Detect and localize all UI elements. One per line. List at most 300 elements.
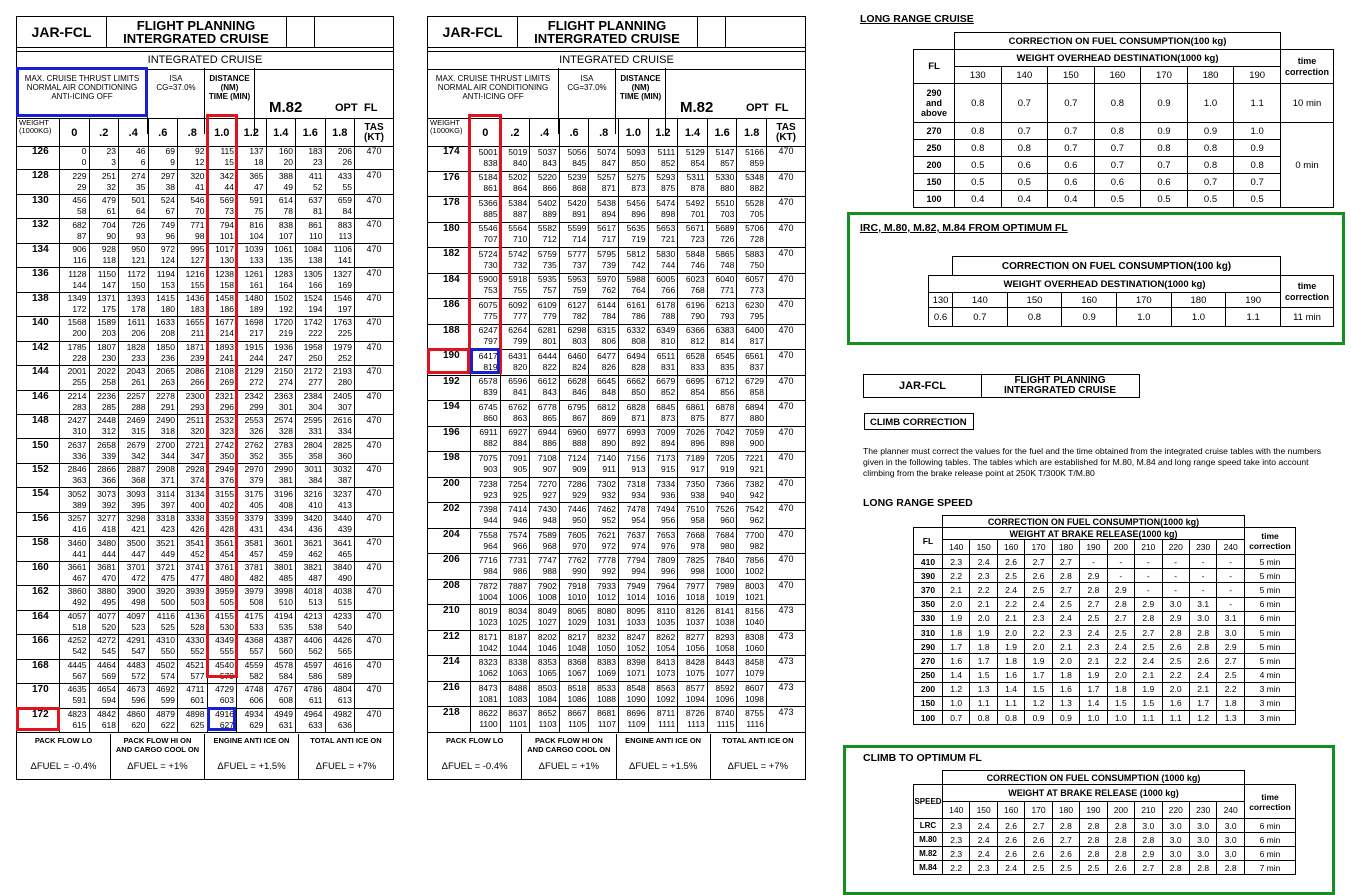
table-cell: 1.0 <box>1187 84 1234 123</box>
flight-level: 140 <box>17 316 60 340</box>
time-value: 837 <box>749 361 764 372</box>
time-value: 47 <box>254 181 264 192</box>
distance-time-cell <box>589 604 619 630</box>
weight-column-header: .8 <box>589 119 619 146</box>
footer-label: ENGINE ANTI ICE ON <box>213 736 290 745</box>
distance-time-cell <box>737 502 767 528</box>
table-cell: 140 <box>943 540 970 555</box>
table-cell: 180 <box>1171 293 1226 308</box>
time-value: 900 <box>749 438 764 449</box>
table-cell: 1.7 <box>1189 696 1216 710</box>
footer-correction-cell <box>205 734 299 779</box>
time-value: 480 <box>219 573 234 583</box>
distance-value: 6528 <box>685 350 705 361</box>
distance-value: 3840 <box>333 562 352 572</box>
distance-time-cell <box>267 194 297 218</box>
tas-value: 470 <box>366 488 382 499</box>
distance-value: 7221 <box>745 453 764 463</box>
distance-value: 7382 <box>745 478 764 489</box>
distance-value: 5111 <box>657 146 676 157</box>
distance-time-cell <box>208 365 238 389</box>
table-cell <box>914 140 955 157</box>
distance-value: 411 <box>308 170 323 181</box>
fl-value: 290 <box>926 88 942 98</box>
distance-value: 2001 <box>67 366 87 377</box>
table-cell: 1.2 <box>1025 696 1052 710</box>
distance-value: 3561 <box>215 537 234 548</box>
flight-level: 180 <box>428 222 471 248</box>
distance-time-cell <box>560 222 590 248</box>
distance-value: 2949 <box>215 464 234 475</box>
distance-value: 682 <box>72 219 87 230</box>
time-value: 96 <box>165 230 175 241</box>
panel-title <box>106 17 287 47</box>
distance-time-cell <box>149 267 179 291</box>
distance-value: 7778 <box>597 555 616 566</box>
time-value: 70 <box>195 206 205 217</box>
time-value: 35 <box>136 181 146 192</box>
time-value: 625 <box>190 719 205 730</box>
time-value: 261 <box>131 377 146 388</box>
table-cell: 0.9 <box>1187 123 1234 140</box>
distance-value: 6460 <box>567 350 587 361</box>
table-cell: 3 min <box>1245 682 1296 696</box>
table-cell: 0.9 <box>1062 308 1117 327</box>
table-cell: 0.7 <box>1234 174 1281 191</box>
time-value: 954 <box>631 515 646 526</box>
table-cell: 5 min <box>1245 625 1296 639</box>
distance-value: 8247 <box>626 631 646 642</box>
distance-value: 4964 <box>303 708 323 719</box>
table-cell: 250 <box>914 668 943 682</box>
distance-time-cell <box>471 375 501 401</box>
distance-value: 3032 <box>333 464 352 475</box>
tas-value: 470 <box>778 146 794 156</box>
time-value: 1027 <box>537 617 557 628</box>
time-value: 978 <box>690 540 705 551</box>
distance-time-cell <box>237 292 267 316</box>
distance-value: 4949 <box>274 708 293 719</box>
table-row <box>17 659 393 684</box>
distance-value: 5689 <box>715 223 735 234</box>
time-value: 873 <box>631 183 646 194</box>
distance-time-cell <box>326 683 356 707</box>
distance-value: 4291 <box>126 635 146 646</box>
distance-value: 4673 <box>126 684 146 695</box>
tas-header <box>767 119 805 146</box>
table-row <box>914 819 1296 833</box>
table-cell: 2.1 <box>1135 668 1162 682</box>
table-cell: 2.4 <box>1080 625 1107 639</box>
distance-value: 6993 <box>626 427 646 438</box>
table-cell: FL <box>914 50 955 84</box>
time-value: 911 <box>602 464 616 474</box>
table-cell: 2.5 <box>1025 861 1052 875</box>
distance-value: 7238 <box>478 478 498 489</box>
flight-level: 142 <box>17 341 60 365</box>
distance-value: 5456 <box>626 197 646 208</box>
distance-value: 8202 <box>537 631 557 642</box>
distance-time-cell <box>471 528 501 554</box>
time-value: 155 <box>190 279 205 290</box>
table-cell: 220 <box>1162 540 1189 555</box>
time-value: 418 <box>101 524 116 535</box>
time-value: 631 <box>278 719 293 730</box>
time-value: 629 <box>249 719 264 730</box>
flight-level: 158 <box>17 536 60 560</box>
distance-time-cell <box>589 426 619 452</box>
panel-header <box>428 17 805 48</box>
table-cell: 310 <box>914 625 943 639</box>
table-cell: 2.8 <box>1080 819 1107 833</box>
table-cell: 0.5 <box>1141 191 1188 208</box>
distance-value: 4635 <box>67 684 87 695</box>
distance-value: 7494 <box>656 504 676 515</box>
distance-time-cell <box>619 273 649 299</box>
distance-value: 546 <box>190 195 205 206</box>
table-cell: 2.8 <box>1217 861 1245 875</box>
distance-time-cell <box>678 196 708 222</box>
time-value: 768 <box>690 285 705 296</box>
time-value: 366 <box>101 475 116 486</box>
table-cell: 1.2 <box>943 682 970 696</box>
table-cell: 390 <box>914 569 943 583</box>
time-value: 98 <box>195 230 205 241</box>
time-value: 547 <box>131 646 146 657</box>
table-cell: 2.0 <box>970 611 997 625</box>
time-value: 627 <box>219 719 234 730</box>
table-cell: 2.4 <box>970 833 997 847</box>
table-cell: 3.0 <box>1162 597 1189 611</box>
distance-value: 8019 <box>478 606 498 617</box>
distance-time-cell <box>589 553 619 579</box>
distance-value: 5438 <box>597 197 616 208</box>
time-value: 929 <box>572 489 587 500</box>
distance-value: 4136 <box>185 610 205 621</box>
time-header-line: correction <box>1249 541 1291 551</box>
time-value: 183 <box>190 303 205 314</box>
time-value: 1073 <box>656 668 676 679</box>
tas-value: 473 <box>778 707 794 718</box>
distance-time-cell <box>296 218 326 242</box>
distance-value: 2574 <box>274 415 293 426</box>
time-value: 884 <box>513 438 528 449</box>
distance-time-cell <box>296 610 326 634</box>
time-value: 903 <box>483 464 498 474</box>
flight-level: 212 <box>428 630 471 656</box>
distance-value: 3440 <box>333 513 352 524</box>
time-value: 611 <box>308 695 323 706</box>
distance-value: 8232 <box>597 631 616 642</box>
tas-value: 470 <box>778 528 794 539</box>
time-value: 773 <box>749 285 764 296</box>
distance-value: 8711 <box>656 708 676 719</box>
table-cell: 2.8 <box>1162 625 1189 639</box>
table-cell: 2.2 <box>943 861 970 875</box>
distance-time-cell <box>237 463 267 487</box>
distance-time-cell <box>619 145 649 171</box>
distance-value: 7205 <box>715 453 735 463</box>
table-cell: 0 min <box>1281 123 1334 208</box>
table-cell: 1.7 <box>943 640 970 654</box>
table-cell: 2.2 <box>1162 668 1189 682</box>
time-value: 1058 <box>715 642 735 653</box>
distance-time-cell <box>471 477 501 503</box>
table-cell: 0.4 <box>955 191 1002 208</box>
distance-value: 1568 <box>67 317 87 328</box>
time-value: 274 <box>278 377 293 388</box>
distance-value: 5900 <box>478 274 498 285</box>
distance-time-cell <box>649 630 679 656</box>
distance-value: 7270 <box>537 478 557 489</box>
table-cell: - <box>1217 555 1245 569</box>
distance-time-cell <box>90 634 120 658</box>
distance-time-cell <box>237 414 267 438</box>
distance-value: 6828 <box>626 401 646 412</box>
distance-time-cell <box>149 585 179 609</box>
time-value: 280 <box>337 377 352 388</box>
distance-time-cell <box>296 512 326 536</box>
tas-value: 470 <box>366 268 382 279</box>
table-cell: - <box>1107 555 1134 569</box>
distance-time-cell <box>178 341 208 365</box>
distance-time-cell <box>208 267 238 291</box>
time-value: 984 <box>483 566 498 577</box>
weight-column-header: .2 <box>90 119 120 146</box>
table-cell: 3.0 <box>1162 847 1189 861</box>
table-cell: 2.4 <box>997 583 1024 597</box>
lrc-heading: LONG RANGE CRUISE <box>860 13 974 25</box>
distance-value: 6092 <box>508 299 528 310</box>
distance-time-cell <box>530 375 560 401</box>
distance-value: 771 <box>190 219 205 230</box>
time-value: 52 <box>313 181 323 192</box>
distance-time-cell <box>60 561 90 585</box>
tas-value: 473 <box>778 605 794 616</box>
table-cell: 190 <box>1234 67 1281 84</box>
title-side-cell <box>725 17 726 47</box>
distance-value: 1871 <box>185 341 205 352</box>
time-value: 927 <box>542 489 557 500</box>
distance-value: 5918 <box>508 274 528 285</box>
distance-value: 2405 <box>333 390 352 401</box>
time-value: 838 <box>483 157 498 168</box>
table-cell: 3.0 <box>1189 611 1216 625</box>
distance-time-cell <box>560 528 590 554</box>
time-value: 574 <box>160 670 175 681</box>
distance-value: 4748 <box>244 684 264 695</box>
distance-time-cell <box>471 706 501 732</box>
flight-level: 156 <box>17 512 60 536</box>
time-value: 252 <box>337 352 352 363</box>
distance-time-cell <box>60 243 90 267</box>
distance-value: 3237 <box>333 488 352 499</box>
time-value: 1077 <box>715 668 735 679</box>
distance-value: 2700 <box>156 439 175 450</box>
distance-time-cell <box>296 463 326 487</box>
distance-value: 388 <box>278 170 293 181</box>
time-value: 75 <box>254 206 264 217</box>
table-cell: 3.0 <box>1162 819 1189 833</box>
time-value: 127 <box>190 255 205 266</box>
distance-value: 3959 <box>215 586 234 597</box>
distance-value: 2193 <box>333 366 352 377</box>
flight-level: 176 <box>428 171 471 197</box>
distance-value: 1589 <box>97 317 116 328</box>
footer-correction-cell <box>711 734 805 779</box>
time-value: 192 <box>278 303 293 314</box>
distance-time-cell <box>737 400 767 426</box>
time-value: 1044 <box>508 642 528 653</box>
table-row <box>428 273 805 300</box>
distance-value: 5777 <box>567 248 587 259</box>
distance-time-cell <box>501 375 531 401</box>
table-row <box>914 33 1334 50</box>
table-cell: 230 <box>1189 802 1216 819</box>
time-value: 577 <box>190 670 205 681</box>
time-value: 826 <box>601 361 616 372</box>
footer-correction-cell <box>17 734 111 779</box>
distance-value: 928 <box>101 244 116 255</box>
time-value: 788 <box>661 310 676 321</box>
time-value: 890 <box>601 438 616 449</box>
time-value: 545 <box>101 646 116 657</box>
distance-value: 2300 <box>185 390 205 401</box>
time-value: 972 <box>601 540 616 551</box>
distance-value: 1742 <box>303 317 323 328</box>
distance-time-cell <box>208 463 238 487</box>
distance-time-cell <box>326 610 356 634</box>
time-value: 130 <box>219 255 234 266</box>
distance-time-cell <box>501 273 531 299</box>
distance-value: 6127 <box>567 299 587 310</box>
distance-value: 7526 <box>715 504 735 515</box>
tas-value: 470 <box>366 512 382 523</box>
time-value: 806 <box>601 336 616 347</box>
distance-time-cell <box>208 585 238 609</box>
distance-value: 7318 <box>626 478 646 489</box>
time-value: 147 <box>101 279 116 290</box>
distance-time-cell <box>267 218 297 242</box>
weight-column-header: .6 <box>149 119 179 146</box>
distance-time-cell <box>90 145 120 169</box>
distance-value: 7026 <box>685 427 705 438</box>
time-value: 331 <box>308 426 323 437</box>
table-cell: 3.0 <box>1217 847 1245 861</box>
distance-time-cell <box>60 267 90 291</box>
distance-value: 4272 <box>97 635 116 646</box>
distance-time-cell <box>471 247 501 273</box>
jar-fcl-label: JAR-FCL <box>17 17 107 47</box>
distance-time-cell <box>530 553 560 579</box>
distance-value: 906 <box>72 244 87 255</box>
table-cell: 2.5 <box>1107 625 1134 639</box>
time-value: 812 <box>690 336 705 347</box>
distance-value: 3257 <box>67 513 87 524</box>
distance-value: 3701 <box>126 562 146 572</box>
table-cell: 3.0 <box>1189 819 1216 833</box>
time-value: 888 <box>572 438 587 449</box>
time-value: 49 <box>283 181 293 192</box>
distance-time-cell <box>208 659 238 683</box>
table-cell: 0.6 <box>1141 174 1188 191</box>
distance-time-cell <box>737 349 767 375</box>
distance-time-cell <box>589 400 619 426</box>
distance-time-cell <box>737 630 767 656</box>
table-cell: 330 <box>914 611 943 625</box>
table-cell: 2.2 <box>1217 682 1245 696</box>
table-cell: 7 min <box>1245 861 1296 875</box>
time-value: 255 <box>72 377 87 388</box>
distance-value: 5617 <box>597 223 616 234</box>
flight-level: 178 <box>428 196 471 222</box>
distance-value: 7794 <box>626 555 646 566</box>
distance-value: 183 <box>308 146 323 157</box>
tas-value: 470 <box>778 401 794 412</box>
distance-value: 5935 <box>537 274 557 285</box>
table-cell: 1.5 <box>1107 696 1134 710</box>
distance-time-cell <box>471 604 501 630</box>
time-value: 871 <box>601 183 616 194</box>
time-value: 1046 <box>537 642 557 653</box>
distance-time-cell <box>178 487 208 511</box>
distance-value: 6417 <box>478 350 498 361</box>
distance-time-cell <box>178 365 208 389</box>
time-value: 976 <box>661 540 676 551</box>
time-value: 782 <box>572 310 587 321</box>
distance-value: 2866 <box>97 464 116 475</box>
time-value: 877 <box>720 412 735 423</box>
table-row <box>914 50 1334 67</box>
distance-time-cell <box>737 655 767 681</box>
distance-time-cell <box>296 659 326 683</box>
time-value: 956 <box>661 515 676 526</box>
distance-value: 5311 <box>686 172 705 183</box>
table-row <box>914 123 1334 140</box>
distance-value: 6679 <box>656 376 676 387</box>
time-value: 169 <box>337 279 352 290</box>
distance-value: 8338 <box>508 657 528 668</box>
time-value: 141 <box>337 255 352 266</box>
distance-value: 8503 <box>537 682 557 693</box>
table-cell: 180 <box>1187 67 1234 84</box>
time-value: 138 <box>308 255 323 266</box>
distance-value: 3318 <box>156 513 175 524</box>
distance-time-cell <box>267 610 297 634</box>
distance-time-cell <box>619 400 649 426</box>
time-value: 323 <box>219 426 234 437</box>
fl-value: 270 <box>926 126 942 136</box>
time-value: 775 <box>483 310 498 321</box>
time-header-line: correction <box>1284 291 1329 302</box>
table-cell: 0.5 <box>1234 191 1281 208</box>
time-value: 355 <box>278 450 293 461</box>
cruise-table-panel-left <box>16 16 394 780</box>
table-cell: 240 <box>1217 540 1245 555</box>
distance-time-cell <box>649 528 679 554</box>
distance-time-cell <box>737 579 767 605</box>
distance-value: 5653 <box>656 223 676 234</box>
time-value: 863 <box>513 412 528 423</box>
distance-time-cell <box>737 298 767 324</box>
tas-value: 470 <box>778 350 794 361</box>
time-value: 384 <box>308 475 323 486</box>
distance-value: 4097 <box>126 610 146 621</box>
flight-level: 208 <box>428 579 471 605</box>
distance-time-cell <box>149 169 179 193</box>
distance-time-cell <box>119 634 149 658</box>
time-value: 753 <box>483 285 498 296</box>
